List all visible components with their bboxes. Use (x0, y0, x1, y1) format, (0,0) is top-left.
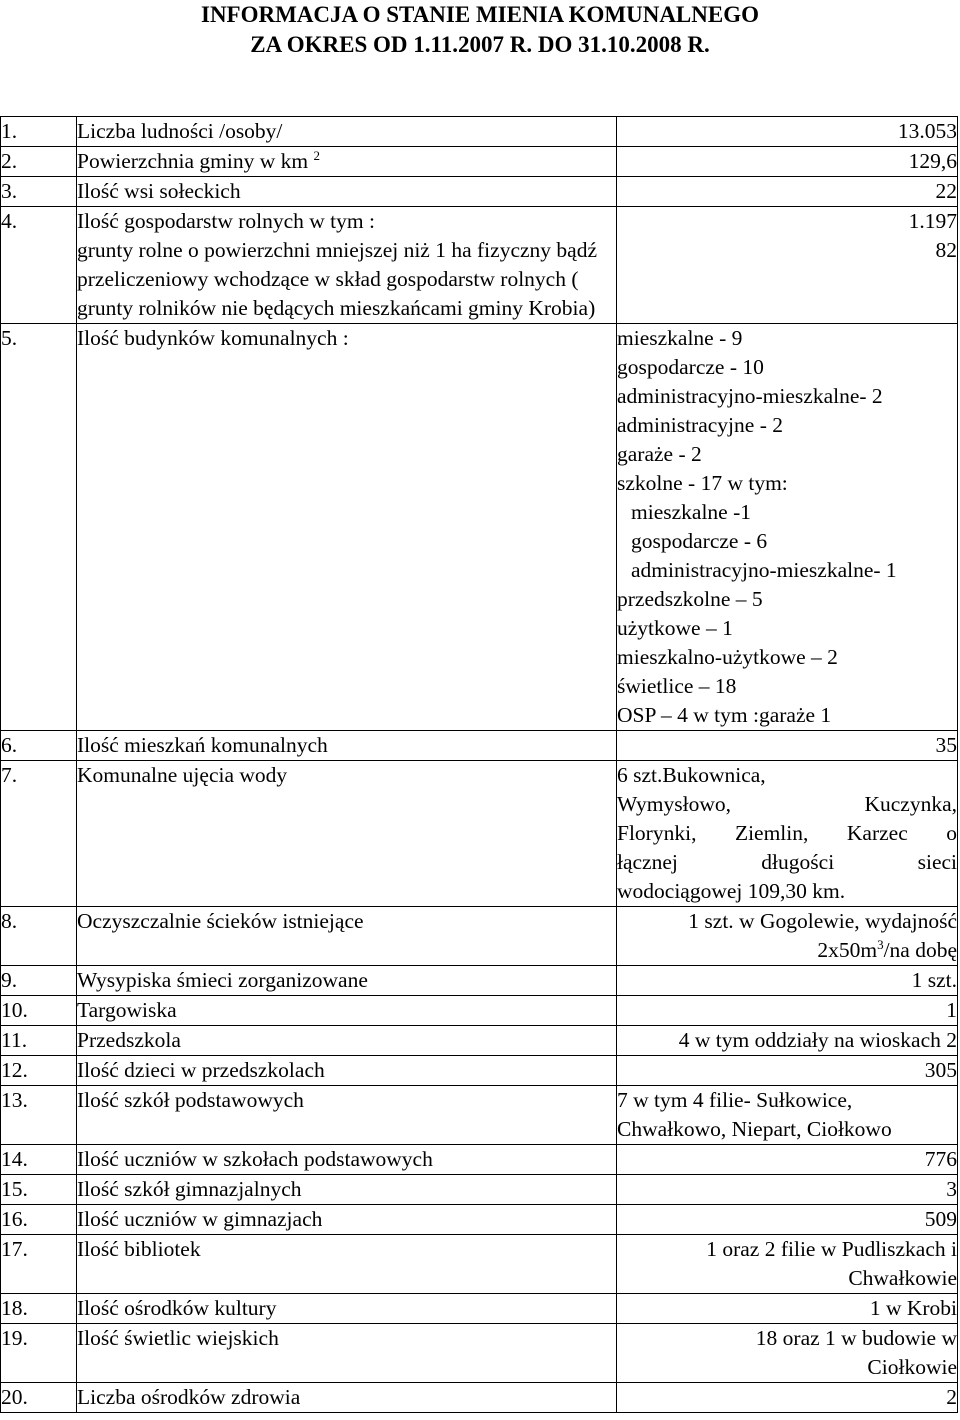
table-row (1, 1294, 958, 1324)
row-number: 15. (1, 1175, 77, 1205)
document-subtitle: ZA OKRES OD 1.11.2007 R. DO 31.10.2008 R. (250, 32, 710, 57)
list-item: gospodarcze - 6 (631, 529, 768, 553)
row-number: 1. (1, 117, 77, 147)
row-value: 1 szt. (617, 966, 958, 996)
value-text: /na dobę (883, 938, 957, 962)
list-item: gospodarcze - 10 (617, 355, 764, 379)
row-label: Ilość dzieci w przedszkolach (77, 1056, 617, 1086)
table-row (1, 1145, 958, 1175)
value-line (617, 936, 957, 965)
label-text: Powierzchnia gminy w km (77, 149, 309, 173)
value-line: łącznej długości sieci (617, 850, 957, 874)
row-label: Liczba ludności /osoby/ (77, 117, 617, 147)
row-value (617, 1235, 958, 1294)
row-number: 17. (1, 1235, 77, 1294)
value-line: Chwałkowo, Niepart, Ciołkowo (617, 1117, 892, 1141)
row-number: 4. (1, 207, 77, 324)
value-text: 2x50m (817, 938, 878, 962)
row-value: 305 (617, 1056, 958, 1086)
row-value: 2 (617, 1383, 958, 1413)
row-number: 10. (1, 996, 77, 1026)
row-value: 776 (617, 1145, 958, 1175)
row-label (77, 147, 617, 177)
row-label: Ilość budynków komunalnych : (77, 324, 617, 731)
list-item: świetlice – 18 (617, 674, 737, 698)
value-line: 1 szt. w Gogolewie, wydajność (688, 909, 957, 933)
row-value: 1 (617, 996, 958, 1026)
row-value (617, 207, 958, 324)
value-line: 7 w tym 4 filie- Sułkowice, (617, 1088, 853, 1112)
row-number: 16. (1, 1205, 77, 1235)
value-line: 6 szt.Bukownica, (617, 763, 766, 787)
list-item: mieszkalne - 9 (617, 326, 743, 350)
value-line: Chwałkowie (848, 1266, 957, 1290)
value-line: 1 oraz 2 filie w Pudliszkach i (706, 1237, 957, 1261)
table-row (1, 324, 958, 731)
table-row (1, 966, 958, 996)
value-line: wodociągowej 109,30 km. (617, 879, 846, 903)
table-row (1, 1026, 958, 1056)
value-line: Florynki, Ziemlin, Karzec o (617, 821, 957, 845)
row-number: 19. (1, 1324, 77, 1383)
info-table (0, 116, 958, 1413)
row-value: 35 (617, 731, 958, 761)
table-row (1, 1205, 958, 1235)
table-row (1, 1324, 958, 1383)
list-item: przedszkolne – 5 (617, 587, 763, 611)
row-value: 4 w tym oddziały na wioskach 2 (617, 1026, 958, 1056)
table-row (1, 147, 958, 177)
row-label: Ilość mieszkań komunalnych (77, 731, 617, 761)
row-label: Ilość uczniów w szkołach podstawowych (77, 1145, 617, 1175)
row-label: Liczba ośrodków zdrowia (77, 1383, 617, 1413)
row-number: 11. (1, 1026, 77, 1056)
value-line: 82 (935, 238, 957, 262)
value-line: 1.197 (908, 209, 957, 233)
row-label: Ilość bibliotek (77, 1235, 617, 1294)
row-value: 3 (617, 1175, 958, 1205)
value-line: Ciołkowie (867, 1355, 957, 1379)
row-value: 509 (617, 1205, 958, 1235)
row-value (617, 1086, 958, 1145)
row-label: Przedszkola (77, 1026, 617, 1056)
table-row (1, 1056, 958, 1086)
value-line: Wymysłowo, Kuczynka, (617, 792, 957, 816)
row-number: 3. (1, 177, 77, 207)
row-value (617, 324, 958, 731)
document-title: INFORMACJA O STANIE MIENIA KOMUNALNEGO (201, 2, 759, 27)
row-label: Ilość szkół podstawowych (77, 1086, 617, 1145)
row-label: Ilość wsi sołeckich (77, 177, 617, 207)
row-number: 18. (1, 1294, 77, 1324)
list-item: administracyjne - 2 (617, 413, 783, 437)
row-value: 13.053 (617, 117, 958, 147)
list-item: garaże - 2 (617, 442, 702, 466)
row-label: Ilość ośrodków kultury (77, 1294, 617, 1324)
list-item: administracyjno-mieszkalne- 2 (617, 384, 883, 408)
row-value: 129,6 (617, 147, 958, 177)
table-row (1, 1086, 958, 1145)
list-item: użytkowe – 1 (617, 616, 733, 640)
table-row (1, 177, 958, 207)
row-number: 20. (1, 1383, 77, 1413)
label-paragraph: grunty rolne o powierzchni mniejszej niż 1 ha fizyczny bądź przeliczeniowy wchodzące w skład gospodarstw rolnych ( grunty rolników nie będących mieszkańcami gminy Krobia) (77, 238, 597, 320)
row-label: Komunalne ujęcia wody (77, 761, 617, 907)
row-label (77, 207, 617, 324)
row-label: Wysypiska śmieci zorganizowane (77, 966, 617, 996)
table-row (1, 1383, 958, 1413)
table-row (1, 117, 958, 147)
row-value (617, 1324, 958, 1383)
list-item: szkolne - 17 w tym: (617, 471, 788, 495)
row-value (617, 761, 958, 907)
row-number: 13. (1, 1086, 77, 1145)
table-row (1, 207, 958, 324)
superscript: 2 (313, 147, 320, 163)
row-label: Ilość szkół gimnazjalnych (77, 1175, 617, 1205)
row-number: 9. (1, 966, 77, 996)
list-item: OSP – 4 w tym :garaże 1 (617, 703, 832, 727)
superscript: 3 (877, 936, 884, 952)
row-number: 14. (1, 1145, 77, 1175)
table-row (1, 731, 958, 761)
row-number: 12. (1, 1056, 77, 1086)
row-value: 22 (617, 177, 958, 207)
table-row (1, 907, 958, 966)
row-number: 6. (1, 731, 77, 761)
row-number: 2. (1, 147, 77, 177)
row-number: 8. (1, 907, 77, 966)
table-row (1, 761, 958, 907)
row-value: 1 w Krobi (617, 1294, 958, 1324)
list-item: mieszkalno-użytkowe – 2 (617, 645, 838, 669)
row-value (617, 907, 958, 966)
list-item: mieszkalne -1 (631, 500, 751, 524)
row-number: 5. (1, 324, 77, 731)
row-label: Oczyszczalnie ścieków istniejące (77, 907, 617, 966)
list-item: administracyjno-mieszkalne- 1 (631, 558, 897, 582)
row-number: 7. (1, 761, 77, 907)
table-row (1, 1175, 958, 1205)
label-line: Ilość gospodarstw rolnych w tym : (77, 209, 375, 233)
value-line: 18 oraz 1 w budowie w (755, 1326, 957, 1350)
row-label: Ilość uczniów w gimnazjach (77, 1205, 617, 1235)
table-row (1, 1235, 958, 1294)
row-label: Targowiska (77, 996, 617, 1026)
table-row (1, 996, 958, 1026)
row-label: Ilość świetlic wiejskich (77, 1324, 617, 1383)
